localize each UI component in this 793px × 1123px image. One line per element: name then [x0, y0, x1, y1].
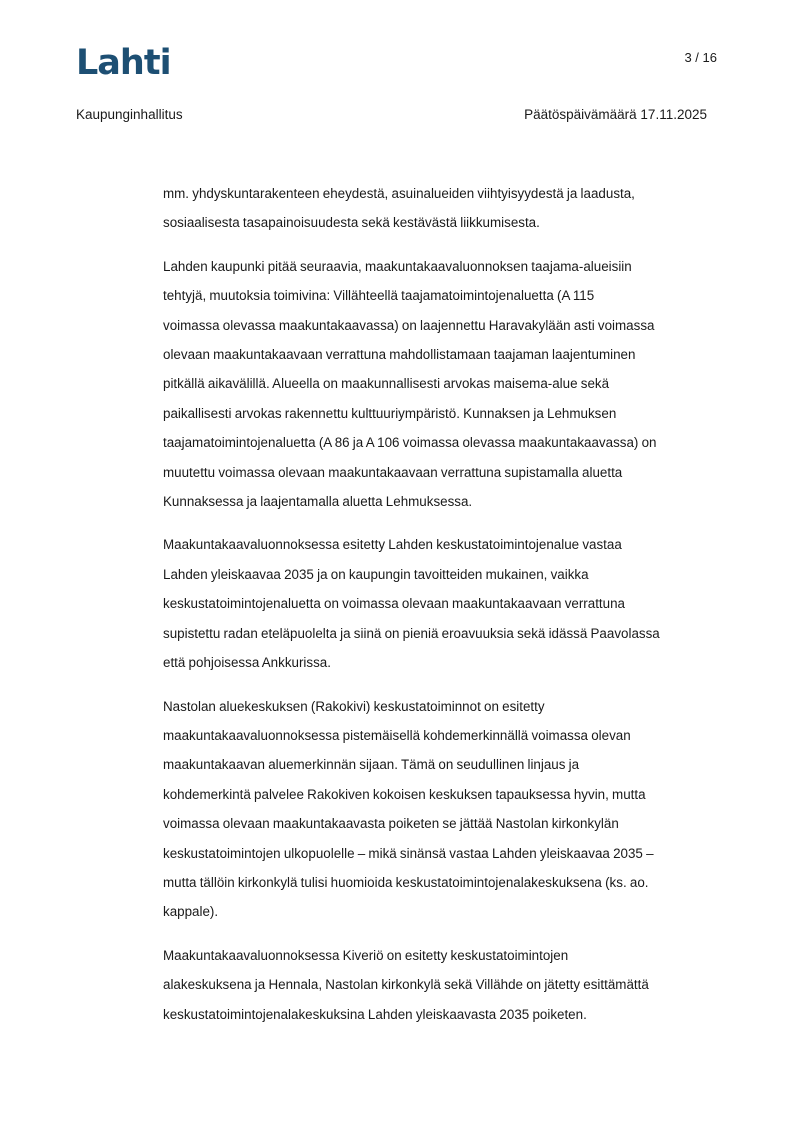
paragraph [163, 692, 719, 927]
decision-date: Päätöspäivämäärä 17.11.2025 [524, 107, 707, 122]
text-line: supistettu radan eteläpuolelta ja siinä on pieniä eroavuuksia sekä idässä Paavolassa [163, 625, 660, 641]
page-number: 3 / 16 [684, 50, 717, 65]
text-line: kappale). [163, 904, 219, 920]
text-line: mm. yhdyskuntarakenteen eheydestä, asuinalueiden viihtyisyydestä ja laadusta, [163, 186, 635, 201]
lahti-logo: Lahti [76, 43, 171, 83]
text-line: maakuntakaavan aluemerkinnän sijaan. Tämä on seudullinen linjaus ja [163, 757, 580, 773]
text-line: keskustatoimintojenaluetta on voimassa olevaan maakuntakaavaan verrattuna [163, 596, 625, 612]
text-line: kohdemerkintä palvelee Rakokiven kokoisen keskuksen tapauksessa hyvin, mutta [163, 786, 646, 802]
text-line: Lahden yleiskaavaa 2035 ja on kaupungin tavoitteiden mukainen, vaikka [163, 566, 589, 582]
department-name: Kaupunginhallitus [76, 107, 183, 122]
text-line: maakuntakaavaluonnoksessa pistemäisellä kohdemerkinnällä voimassa olevan [163, 727, 631, 743]
text-line: tehtyjä, muutoksia toimivina: Villähteellä taajamatoimintojenaluetta (A 115 [163, 288, 595, 304]
text-line: olevaan maakuntakaavaan verrattuna mahdollistamaan taajaman laajentuminen [163, 347, 636, 363]
text-line: muutettu voimassa olevaan maakuntakaavaan verrattuna supistamalla aluetta [163, 464, 623, 480]
text-line: taajamatoimintojenaluetta (A 86 ja A 106 voimassa olevassa maakuntakaavassa) on [163, 435, 657, 451]
paragraph [163, 530, 719, 677]
text-line: että pohjoisessa Ankkurissa. [163, 655, 331, 671]
text-line: sosiaalisesta tasapainoisuudesta sekä kestävästä liikkumisesta. [163, 215, 540, 231]
text-line: Maakuntakaavaluonnoksessa esitetty Lahden keskustatoimintojenalue vastaa [163, 537, 622, 553]
text-line: Maakuntakaavaluonnoksessa Kiveriö on esitetty keskustatoimintojen [163, 947, 569, 963]
document-header [76, 107, 707, 122]
text-line: voimassa olevassa maakuntakaavassa) on laajennettu Haravakylään asti voimassa [163, 317, 655, 333]
text-line: pitkällä aikavälillä. Alueella on maakunnallisesti arvokas maisema-alue sekä [163, 376, 610, 392]
paragraph [163, 252, 719, 517]
text-line: Lahden kaupunki pitää seuraavia, maakuntakaavaluonnoksen taajama-alueisiin [163, 258, 632, 274]
text-line: Kunnaksessa ja laajentamalla aluetta Lehmuksessa. [163, 494, 473, 510]
text-line: voimassa olevaan maakuntakaavasta poiketen se jättää Nastolan kirkonkylän [163, 816, 619, 832]
paragraph [163, 941, 719, 1029]
text-line: paikallisesti arvokas rakennettu kulttuuriympäristö. Kunnaksen ja Lehmuksen [163, 405, 617, 421]
text-line: alakeskuksena ja Hennala, Nastolan kirkonkylä sekä Villähde on jätetty esittämättä [163, 977, 649, 993]
document-body [163, 179, 719, 1043]
text-line: keskustatoimintojenalakeskuksina Lahden yleiskaavasta 2035 poiketen. [163, 1006, 587, 1022]
paragraph [163, 179, 719, 238]
text-line: mutta tällöin kirkonkylä tulisi huomioida keskustatoimintojenalakeskuksena (ks. ao. [163, 874, 649, 890]
text-line: Nastolan aluekeskuksen (Rakokivi) keskustatoiminnot on esitetty [163, 698, 545, 714]
text-line: keskustatoimintojen ulkopuolelle – mikä sinänsä vastaa Lahden yleiskaavaa 2035 – [163, 845, 654, 861]
